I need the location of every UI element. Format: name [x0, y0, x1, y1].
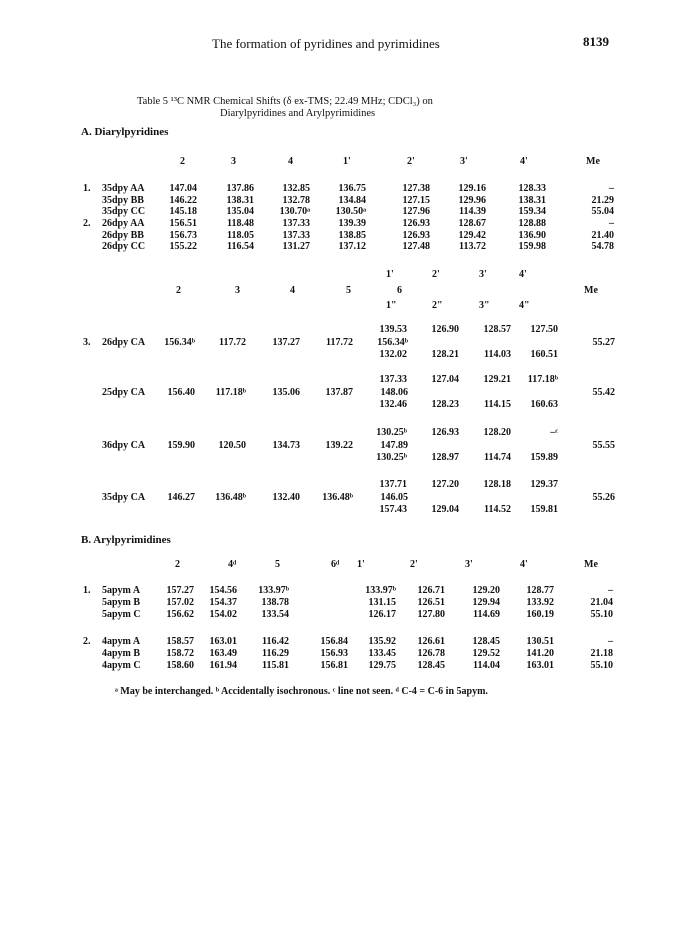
shift-value: 126.17 [368, 609, 396, 620]
compound-name: 26dpy CA [102, 337, 146, 348]
shift-value: 127.80 [417, 609, 445, 620]
shift-value: 127.96 [402, 206, 430, 217]
column-header: 2' [432, 269, 440, 280]
shift-value: 139.22 [325, 440, 353, 451]
shift-value: 156.93 [320, 648, 348, 659]
shift-value: 146.27 [167, 492, 195, 503]
column-header: 2' [407, 156, 415, 167]
shift-value: 133.92 [526, 597, 554, 608]
compound-name: 4apym B [102, 648, 141, 659]
shift-value: 126.93 [402, 218, 430, 229]
shift-value: 129.94 [472, 597, 500, 608]
table-caption: Table 5 ¹³C NMR Chemical Shifts (δ ex-TMS; 22.49 MHz; CDCl₃) on [137, 96, 433, 107]
shift-value: 55.10 [590, 660, 613, 671]
shift-value: 157.27 [166, 585, 194, 596]
shift-value: –ᶜ [550, 427, 558, 438]
group-label: 2. [83, 636, 91, 647]
shift-value: 159.89 [530, 452, 558, 463]
shift-value: 163.01 [209, 636, 237, 647]
shift-value: 128.67 [458, 218, 486, 229]
shift-value: 128.57 [483, 324, 511, 335]
shift-value: 156.34ᵇ [377, 337, 408, 348]
shift-value: 131.15 [368, 597, 396, 608]
shift-value: 21.40 [591, 230, 614, 241]
shift-value: 128.45 [472, 636, 500, 647]
shift-value: 141.20 [526, 648, 554, 659]
shift-value: 160.51 [530, 349, 558, 360]
shift-value: 21.04 [590, 597, 613, 608]
shift-value: 128.21 [431, 349, 459, 360]
shift-value: 137.87 [325, 387, 353, 398]
shift-value: 117.18ᵇ [215, 387, 246, 398]
shift-value: 129.16 [458, 183, 486, 194]
shift-value: 160.19 [526, 609, 554, 620]
shift-value: 129.20 [472, 585, 500, 596]
compound-name: 36dpy CA [102, 440, 146, 451]
shift-value: 157.43 [379, 504, 407, 515]
shift-value: 126.93 [402, 230, 430, 241]
shift-value: 128.18 [483, 479, 511, 490]
column-header: 4' [519, 269, 527, 280]
column-header: 3' [479, 269, 487, 280]
shift-value: 137.27 [272, 337, 300, 348]
shift-value: 127.20 [431, 479, 459, 490]
shift-value: – [608, 585, 613, 596]
shift-value: 136.48ᵇ [322, 492, 353, 503]
compound-name: 5apym B [102, 597, 141, 608]
shift-value: 118.48 [227, 218, 254, 229]
shift-value: 145.18 [169, 206, 197, 217]
column-header: 1' [386, 269, 394, 280]
shift-value: 136.48ᵇ [215, 492, 246, 503]
column-header: 2 [176, 285, 181, 296]
shift-value: 139.53 [379, 324, 407, 335]
shift-value: 132.02 [379, 349, 407, 360]
compound-name: 26dpy AA [102, 218, 145, 229]
column-header: 3' [460, 156, 468, 167]
shift-value: 129.75 [368, 660, 396, 671]
shift-value: 127.38 [402, 183, 430, 194]
shift-value: 114.39 [459, 206, 486, 217]
column-header: 4 [288, 156, 293, 167]
shift-value: 128.45 [417, 660, 445, 671]
shift-value: 156.81 [320, 660, 348, 671]
shift-value: 133.97ᵇ [365, 585, 396, 596]
shift-value: 117.18ᵇ [527, 374, 558, 385]
compound-name: 35dpy CC [102, 206, 146, 217]
shift-value: 132.78 [282, 195, 310, 206]
shift-value: 159.90 [167, 440, 195, 451]
shift-value: 120.50 [218, 440, 246, 451]
shift-value: 129.04 [431, 504, 459, 515]
shift-value: 132.46 [379, 399, 407, 410]
column-header: 1' [343, 156, 351, 167]
shift-value: 156.84 [320, 636, 348, 647]
shift-value: 138.31 [226, 195, 254, 206]
column-header: 4' [520, 559, 528, 570]
shift-value: 134.84 [338, 195, 366, 206]
shift-value: 126.71 [417, 585, 445, 596]
shift-value: 158.60 [166, 660, 194, 671]
shift-value: 147.04 [169, 183, 197, 194]
shift-value: 135.06 [272, 387, 300, 398]
column-header: 1' [357, 559, 365, 570]
column-header: Me [584, 285, 598, 296]
shift-value: 138.85 [338, 230, 366, 241]
table-footnote: ᵃ May be interchanged. ᵇ Accidentally isochronous. ᶜ line not seen. ᵈ C-4 = C-6 in 5apym. [115, 686, 488, 697]
shift-value: 116.54 [227, 241, 254, 252]
shift-value: – [608, 636, 613, 647]
shift-value: 128.33 [518, 183, 546, 194]
column-header: 4 [290, 285, 295, 296]
compound-name: 5apym C [102, 609, 141, 620]
shift-value: 156.62 [166, 609, 194, 620]
shift-value: 128.97 [431, 452, 459, 463]
shift-value: 128.77 [526, 585, 554, 596]
shift-value: 118.05 [227, 230, 254, 241]
group-label: 2. [83, 218, 91, 229]
shift-value: 55.42 [592, 387, 615, 398]
shift-value: 154.02 [209, 609, 237, 620]
shift-value: 131.27 [282, 241, 310, 252]
shift-value: 156.40 [167, 387, 195, 398]
shift-value: 136.75 [338, 183, 366, 194]
shift-value: 126.93 [431, 427, 459, 438]
shift-value: 133.54 [261, 609, 289, 620]
shift-value: 127.15 [402, 195, 430, 206]
shift-value: 21.18 [590, 648, 613, 659]
shift-value: 139.39 [338, 218, 366, 229]
shift-value: 126.61 [417, 636, 445, 647]
compound-name: 35dpy BB [102, 195, 144, 206]
shift-value: 114.03 [484, 349, 511, 360]
compound-name: 25dpy CA [102, 387, 146, 398]
shift-value: 129.21 [483, 374, 511, 385]
column-header: 2 [180, 156, 185, 167]
shift-value: 117.72 [219, 337, 246, 348]
column-header: 1" [386, 300, 397, 311]
shift-value: 126.78 [417, 648, 445, 659]
shift-value: 116.42 [262, 636, 289, 647]
shift-value: 126.90 [431, 324, 459, 335]
shift-value: 113.72 [459, 241, 486, 252]
shift-value: 114.15 [484, 399, 511, 410]
table-caption-subtitle: Diarylpyridines and Arylpyrimidines [220, 108, 376, 119]
shift-value: 133.97ᵇ [258, 585, 289, 596]
group-label: 3. [83, 337, 91, 348]
shift-value: 129.42 [458, 230, 486, 241]
column-header: 5 [275, 559, 280, 570]
shift-value: 135.92 [368, 636, 396, 647]
shift-value: 128.23 [431, 399, 459, 410]
shift-value: 159.98 [518, 241, 546, 252]
shift-value: 138.78 [261, 597, 289, 608]
compound-name: 26dpy BB [102, 230, 144, 241]
shift-value: 137.71 [379, 479, 407, 490]
shift-value: 129.52 [472, 648, 500, 659]
compound-name: 4apym A [102, 636, 141, 647]
shift-value: 130.51 [526, 636, 554, 647]
compound-name: 26dpy CC [102, 241, 146, 252]
shift-value: 158.72 [166, 648, 194, 659]
shift-value: 21.29 [591, 195, 614, 206]
shift-value: 138.31 [518, 195, 546, 206]
running-header: The formation of pyridines and pyrimidines [212, 36, 440, 51]
column-header: Me [584, 559, 598, 570]
shift-value: 154.56 [209, 585, 237, 596]
shift-value: 130.25ᵇ [376, 427, 407, 438]
column-header: 3' [465, 559, 473, 570]
shift-value: 134.73 [272, 440, 300, 451]
shift-value: – [609, 218, 614, 229]
shift-value: 129.37 [530, 479, 558, 490]
column-header: 4ᵈ [228, 559, 237, 570]
compound-name: 35dpy AA [102, 183, 145, 194]
column-header: 4' [520, 156, 528, 167]
column-header: 4" [519, 300, 530, 311]
shift-value: 128.20 [483, 427, 511, 438]
shift-value: 137.33 [379, 374, 407, 385]
shift-value: 114.69 [473, 609, 500, 620]
shift-value: 127.50 [530, 324, 558, 335]
shift-value: 132.85 [282, 183, 310, 194]
column-header: 2" [432, 300, 443, 311]
shift-value: 129.96 [458, 195, 486, 206]
shift-value: 54.78 [591, 241, 614, 252]
column-header: Me [586, 156, 600, 167]
column-header: 3 [235, 285, 240, 296]
shift-value: 55.10 [590, 609, 613, 620]
section-a-title: A. Diarylpyridines [81, 126, 169, 138]
shift-value: 155.22 [169, 241, 197, 252]
shift-value: 135.04 [226, 206, 254, 217]
shift-value: 163.01 [526, 660, 554, 671]
shift-value: 116.29 [262, 648, 289, 659]
shift-value: 136.90 [518, 230, 546, 241]
column-header: 2' [410, 559, 418, 570]
compound-name: 4apym C [102, 660, 141, 671]
column-header: 3" [479, 300, 490, 311]
shift-value: 156.51 [169, 218, 197, 229]
shift-value: 114.74 [484, 452, 511, 463]
shift-value: 137.86 [226, 183, 254, 194]
shift-value: 146.22 [169, 195, 197, 206]
shift-value: 147.89 [380, 440, 408, 451]
shift-value: 148.06 [380, 387, 408, 398]
shift-value: 156.73 [169, 230, 197, 241]
shift-value: 130.50ᵃ [335, 206, 366, 217]
page-number: 8139 [583, 34, 609, 49]
compound-name: 5apym A [102, 585, 141, 596]
shift-value: 159.81 [530, 504, 558, 515]
group-label: 1. [83, 585, 91, 596]
shift-value: 157.02 [166, 597, 194, 608]
shift-value: 127.48 [402, 241, 430, 252]
shift-value: 115.81 [262, 660, 289, 671]
shift-value: 55.26 [592, 492, 615, 503]
shift-value: 55.27 [592, 337, 615, 348]
group-label: 1. [83, 183, 91, 194]
shift-value: 137.12 [338, 241, 366, 252]
column-header: 5 [346, 285, 351, 296]
shift-value: 114.04 [473, 660, 500, 671]
shift-value: 55.04 [591, 206, 614, 217]
shift-value: 128.88 [518, 218, 546, 229]
shift-value: 130.70ᵃ [279, 206, 310, 217]
shift-value: 161.94 [209, 660, 237, 671]
shift-value: 163.49 [209, 648, 237, 659]
shift-value: 127.04 [431, 374, 459, 385]
shift-value: 158.57 [166, 636, 194, 647]
shift-value: 130.25ᵇ [376, 452, 407, 463]
shift-value: 137.33 [282, 230, 310, 241]
shift-value: 126.51 [417, 597, 445, 608]
column-header: 6 [397, 285, 402, 296]
shift-value: 117.72 [326, 337, 353, 348]
compound-name: 35dpy CA [102, 492, 146, 503]
column-header: 6ᵈ [331, 559, 340, 570]
shift-value: 114.52 [484, 504, 511, 515]
column-header: 2 [175, 559, 180, 570]
shift-value: 159.34 [518, 206, 546, 217]
shift-value: 146.05 [380, 492, 408, 503]
shift-value: – [609, 183, 614, 194]
shift-value: 132.40 [272, 492, 300, 503]
shift-value: 156.34ᵇ [164, 337, 195, 348]
shift-value: 133.45 [368, 648, 396, 659]
shift-value: 154.37 [209, 597, 237, 608]
shift-value: 160.63 [530, 399, 558, 410]
shift-value: 55.55 [592, 440, 615, 451]
shift-value: 137.33 [282, 218, 310, 229]
section-b-title: B. Arylpyrimidines [81, 534, 171, 546]
column-header: 3 [231, 156, 236, 167]
